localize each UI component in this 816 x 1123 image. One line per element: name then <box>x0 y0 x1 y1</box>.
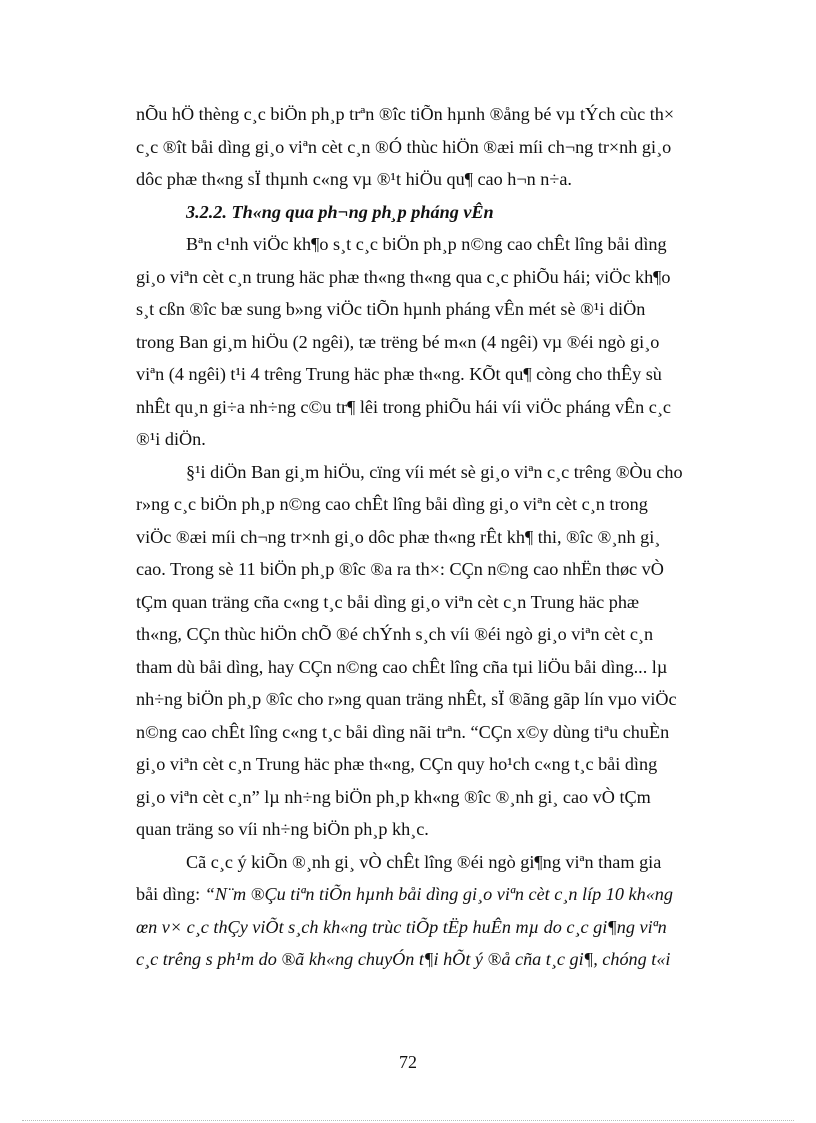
text-line <box>136 878 719 911</box>
text-line: tham dù båi dìng, hay CÇn n©ng cao chÊt lîng cña tµi liÖu båi dìng... lµ <box>136 656 668 677</box>
text-line: n©ng cao chÊt lîng c«ng t¸c båi dìng nãi trªn. “CÇn x©y dùng tiªu chuÈn <box>136 721 670 742</box>
quoted-text-line: c¸c trêng s ph¹m do ®ã kh«ng chuyÓn t¶i hÕt ý ®å cña t¸c gi¶, chóng t«i <box>136 949 671 969</box>
text-line: gi¸o viªn cèt c¸n Trung häc phæ th«ng, CÇn quy ho¹ch c«ng t¸c båi dìng <box>136 754 658 774</box>
text-line: trong Ban gi¸m hiÖu (2 ngêi), tæ trëng bé m«n (4 ngêi) vµ ®éi ngò gi¸o <box>136 331 660 352</box>
document-body <box>136 98 719 976</box>
text-line: dôc phæ th«ng sÏ thµnh c«ng vµ ®¹t hiÖu qu¶ cao h¬n n÷a. <box>136 169 572 189</box>
text-line: nÕu hÖ thèng c¸c biÖn ph¸p trªn ®îc tiÕn hµnh ®ång bé vµ tÝch cùc th× <box>136 104 675 124</box>
text-line: quan träng so víi nh÷ng biÖn ph¸p kh¸c. <box>136 819 429 839</box>
text-line: nh÷ng biÖn ph¸p ®îc cho r»ng quan träng nhÊt, sÏ ®ãng gãp lín vµo viÖc <box>136 689 677 709</box>
text-line: s¸t cßn ®îc bæ sung b»ng viÖc tiÕn hµnh pháng vÊn mét sè ®¹i diÖn <box>136 299 646 319</box>
page-bottom-rule <box>22 1120 794 1121</box>
paragraph-first-line: Bªn c¹nh viÖc kh¶o s¸t c¸c biÖn ph¸p n©ng cao chÊt lîng båi dìng <box>186 234 667 254</box>
text-line: th«ng, CÇn thùc hiÖn chÕ ®é chÝnh s¸ch víi ®éi ngò gi¸o viªn cèt c¸n <box>136 624 654 644</box>
text-line: c¸c ®ît båi dìng gi¸o viªn cèt c¸n ®Ó thùc hiÖn ®æi míi ch¬ng tr×nh gi¸o <box>136 136 672 157</box>
text-line: ®¹i diÖn. <box>136 429 206 449</box>
text-line: gi¸o viªn cèt c¸n” lµ nh÷ng biÖn ph¸p kh«ng ®îc ®¸nh gi¸ cao vÒ tÇm <box>136 786 651 807</box>
text-line: cao. Trong sè 11 biÖn ph¸p ®îc ®a ra th×: CÇn n©ng cao nhËn thøc vÒ <box>136 559 664 579</box>
quoted-text-segment: “N¨m ®Çu tiªn tiÕn hµnh båi dìng gi¸o viªn cèt c¸n líp 10 kh«ng <box>200 884 673 904</box>
text-line: viªn (4 ngêi) t¹i 4 trêng Trung häc phæ th«ng. KÕt qu¶ còng cho thÊy sù <box>136 364 662 384</box>
text-line: nhÊt qu¸n gi÷a nh÷ng c©u tr¶ lêi trong phiÕu hái víi viÖc pháng vÊn c¸c <box>136 396 671 417</box>
section-heading: 3.2.2. Th«ng qua ph¬ng ph¸p pháng vÊn <box>186 201 494 222</box>
text-line: r»ng c¸c biÖn ph¸p n©ng cao chÊt lîng båi dìng gi¸o viªn cèt c¸n trong <box>136 494 648 514</box>
text-segment: båi dìng: <box>136 884 201 904</box>
paragraph-first-line: Cã c¸c ý kiÕn ®¸nh gi¸ vÒ chÊt lîng ®éi ngò gi¶ng viªn tham gia <box>186 851 662 872</box>
text-line: gi¸o viªn cèt c¸n trung häc phæ th«ng th«ng qua c¸c phiÕu hái; viÖc kh¶o <box>136 266 671 287</box>
page-number: 72 <box>399 1052 417 1072</box>
quoted-text-line: œn v× c¸c thÇy viÕt s¸ch kh«ng trùc tiÕp tËp huÊn mµ do c¸c gi¶ng viªn <box>136 916 667 937</box>
paragraph-first-line: §¹i diÖn Ban gi¸m hiÖu, cïng víi mét sè gi¸o viªn c¸c trêng ®Òu cho <box>186 461 683 482</box>
text-line: tÇm quan träng cña c«ng t¸c båi dìng gi¸o viªn cèt c¸n Trung häc phæ <box>136 591 640 612</box>
text-line: viÖc ®æi míi ch¬ng tr×nh gi¸o dôc phæ th«ng rÊt kh¶ thi, ®îc ®¸nh gi¸ <box>136 526 661 547</box>
